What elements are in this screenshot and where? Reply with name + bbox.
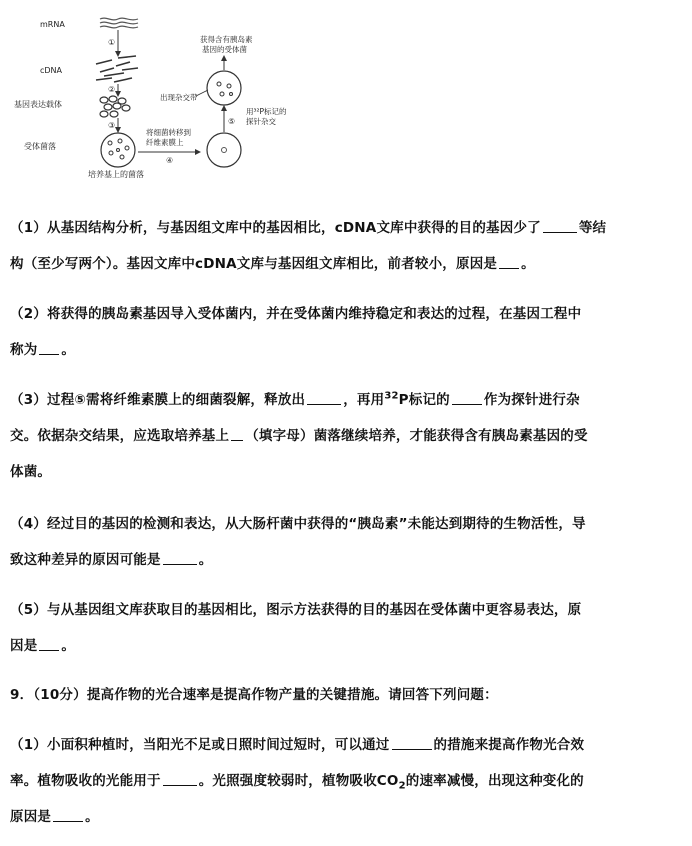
question-4-line-1: （4）经过目的基因的检测和表达，从大肠杆菌中获得的“胰岛素”未能达到期待的生物活性，导 [10, 516, 586, 532]
question-2-line-1: （2）将获得的胰岛素基因导入受体菌内，并在受体菌内维持稳定和表达的过程，在基因工程中 [10, 306, 582, 322]
label-vector: 基因表达载体 [14, 100, 62, 109]
step-5-label: ⑤ [228, 117, 236, 126]
question-9-line-2: 率。植物吸收的光能用于 。光照强度较弱时，植物吸收$CO_2$的速率减慢，出现这种变化的 [10, 773, 584, 792]
question-1 [10, 210, 682, 282]
question-3-line-2: 交。依据杂交结果，应选取培养基上 （填字母）菌落继续培养，才能获得含有胰岛素基因的受 [10, 428, 588, 444]
answer-blank [392, 735, 432, 750]
transfer-label-1: 将细菌转移到 [146, 128, 191, 137]
step-4-label: ④ [166, 156, 174, 165]
answer-blank [543, 218, 577, 233]
hybrid-band-label: 出现杂交带 [160, 93, 198, 102]
petri-dish-right-top-icon [207, 71, 241, 105]
label-cdna: cDNA [40, 66, 63, 75]
step-2-label: ② [108, 85, 116, 94]
question-4-line-2: 致这种差异的原因可能是 。 [10, 552, 213, 568]
answer-blank [231, 426, 243, 441]
question-2-line-2: 称为 。 [10, 342, 76, 358]
cdna-strands-icon [96, 56, 138, 82]
step-1-label: ① [108, 38, 116, 47]
answer-blank [499, 254, 519, 269]
cdna-library-flowchart [0, 0, 692, 200]
question-5-line-1: （5）与从基因组文库获取目的基因相比，图示方法获得的目的基因在受体菌中更容易表达，原 [10, 602, 582, 618]
question-9-title [10, 677, 682, 713]
step-3-label: ③ [108, 121, 116, 130]
answer-blank [307, 390, 341, 405]
answer-blank [163, 550, 197, 565]
label-medium: 培养基上的菌落 [88, 170, 144, 179]
mrna-strands-icon [100, 18, 138, 28]
question-9-part-1 [10, 727, 682, 835]
answer-blank [53, 807, 83, 822]
question-9-heading: 9．（10分）提高作物的光合速率是提高作物产量的关键措施。请回答下列问题： [10, 687, 498, 703]
answer-blank [39, 636, 59, 651]
label-mrna: mRNA [40, 20, 65, 29]
label-recipient: 受体菌落 [24, 142, 56, 151]
obtain-label-1: 获得含有胰岛素 [200, 35, 253, 44]
isotope-superscript: 32 [384, 390, 399, 402]
answer-blank [39, 340, 59, 355]
question-3 [10, 382, 682, 490]
question-9-line-3: 原因是 。 [10, 809, 99, 825]
question-1-line-2: 构（至少写两个）。基因文库中cDNA文库与基因组文库相比，前者较小，原因是 。 [10, 256, 535, 272]
question-5-line-2: 因是 。 [10, 638, 76, 654]
question-9-line-1: （1）小面积种植时，当阳光不足或日照时间过短时，可以通过 的措施来提高作物光合效 [10, 737, 585, 753]
answer-blank [163, 771, 197, 786]
experiment-diagram [0, 0, 692, 200]
obtain-label-2: 基因的受体菌 [202, 45, 247, 54]
answer-blank [452, 390, 482, 405]
question-4 [10, 506, 682, 578]
petri-dish-left-icon [101, 133, 135, 167]
question-2 [10, 296, 682, 368]
probe-label-2: 探针杂交 [246, 117, 276, 126]
question-3-line-3: 体菌。 [10, 464, 52, 480]
question-3-line-1: （3）过程⑤需将纤维素膜上的细菌裂解，释放出 ，再用$^{32}$P标记的 作为探针进行杂 [10, 390, 580, 408]
petri-dish-right-bottom-icon [207, 133, 241, 167]
transfer-label-2: 纤维素膜上 [146, 138, 184, 147]
question-1-line-1: （1）从基因结构分析，与基因组文库中的基因相比，cDNA文库中获得的目的基因少了 等结 [10, 220, 607, 236]
probe-label-1: 用³²P标记的 [246, 107, 287, 116]
co2-subscript: 2 [398, 780, 406, 792]
question-5 [10, 592, 682, 664]
plasmid-vector-icon [100, 96, 130, 117]
